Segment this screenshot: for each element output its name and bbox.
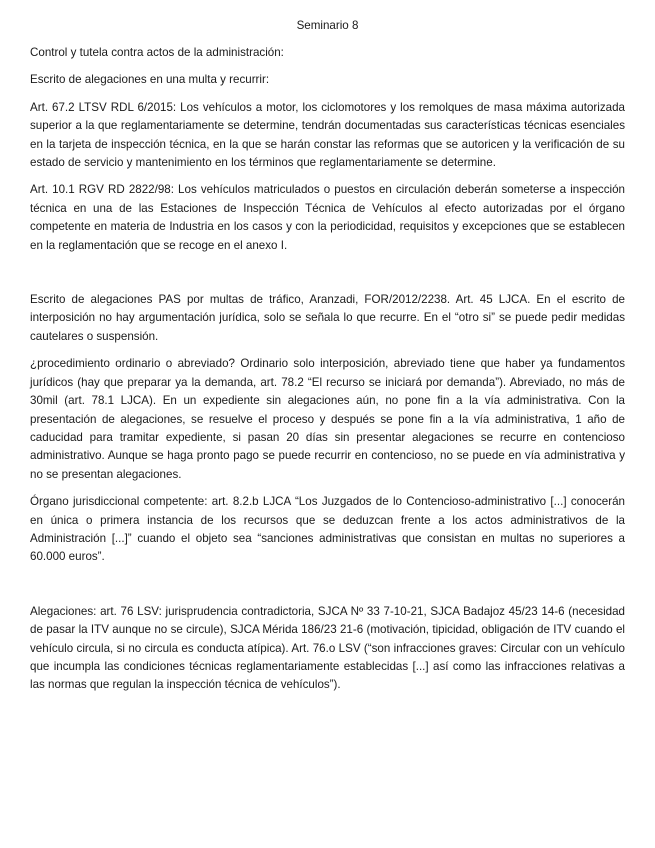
paragraph-art-10-1: Art. 10.1 RGV RD 2822/98: Los vehículos matriculados o puestos en circulación deberán someterse a inspección técnica en una de las Estaciones de Inspección Técnica de Vehículos al efecto autorizadas por el órgano competente en materia de Industria en los casos y con la periodicidad, requisitos y excepciones que se establecen en la reglamentación que se recoge en el anexo I.	[30, 183, 625, 252]
paragraph-control-tutela: Control y tutela contra actos de la administración:	[30, 46, 284, 59]
paragraph-art-67-2: Art. 67.2 LTSV RDL 6/2015: Los vehículos a motor, los ciclomotores y los remolques de masa máxima autorizada superior a la que reglamentariamente se determine, tendrán documentadas sus características técnicas esenciales en la tarjeta de inspección técnica, en la que se harán constar las reformas que se autoricen y la verificación de su estado de servicio y mantenimiento en los términos que reglamentariamente se determine.	[30, 100, 625, 170]
spacer	[30, 576, 625, 603]
spacer	[30, 264, 625, 291]
paragraph-procedimiento: ¿procedimiento ordinario o abreviado? Ordinario solo interposición, abreviado tiene que haber ya fundamentos jurídicos (hay que preparar ya la demanda, art. 78.2 “El recurso se iniciará por demanda”). Abreviado, no más de 30mil (art. 78.1 LJCA). En un expediente sin alegaciones aún, no pone fin a la vía administrativa. Con la presentación de alegaciones, se resuelve el proceso y después se pone fin a la vía administrativa, 1 año de caducidad para tramitar expediente, si pasan 20 días sin presentar alegaciones se recurre en contencioso administrativo. Aunque se haga pronto pago se puede recurrir en contencioso, no se puede en vía administrativa y no se presentan alegaciones.	[30, 357, 625, 481]
paragraph-escrito-alegaciones: Escrito de alegaciones en una multa y recurrir:	[30, 73, 270, 87]
paragraph-escrito-pas: Escrito de alegaciones PAS por multas de tráfico, Aranzadi, FOR/2012/2238. Art. 45 LJCA. En el escrito de interposición no hay argumentación jurídica, solo se señala lo que recurre. En el “otro si” se puede pedir medidas cautelares o suspensión.	[30, 293, 625, 343]
document-title: Seminario 8	[296, 19, 359, 32]
paragraph-organo-jurisdiccional: Órgano jurisdiccional competente: art. 8.2.b LJCA “Los Juzgados de lo Contencioso-administrativo [...] conocerán en única o primera instancia de los recursos que se deduzcan frente a los actos administrativos de la Administración [...]” cuando el objeto sea “sanciones administrativas que consistan en multas no superiores a 60.000 euros”.	[30, 495, 625, 564]
paragraph-alegaciones: Alegaciones: art. 76 LSV: jurisprudencia contradictoria, SJCA Nº 33 7-10-21, SJCA Badajoz 45/23 14-6 (necesidad de pasar la ITV aunque no se circule), SJCA Mérida 186/23 21-6 (motivación, tipicidad, obligación de ITV cuando el vehículo circula, si no circula es conducta atípica). Art. 76.o LSV (“son infracciones graves: Circular con un vehículo que incumpla las condiciones técnicas reglamentariamente establecidas [...] así como las infracciones relativas a las normas que regulan la inspección técnica de vehículos”).	[30, 604, 625, 692]
